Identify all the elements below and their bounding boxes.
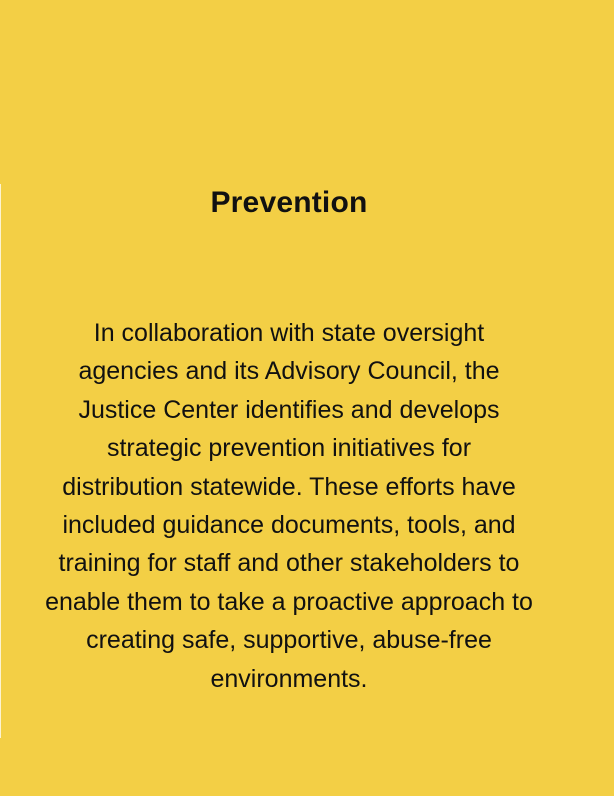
section-title: Prevention (210, 186, 368, 219)
section-description: In collaboration with state oversight agencies and its Advisory Council, the Justice Center identifies and develops strategic prevention initiatives for distribution statewide. These efforts have included guidance documents, tools, and training for staff and other stakeholders to enable them to take a proactive approach to creating safe, supportive, abuse-free environments. (45, 319, 533, 693)
